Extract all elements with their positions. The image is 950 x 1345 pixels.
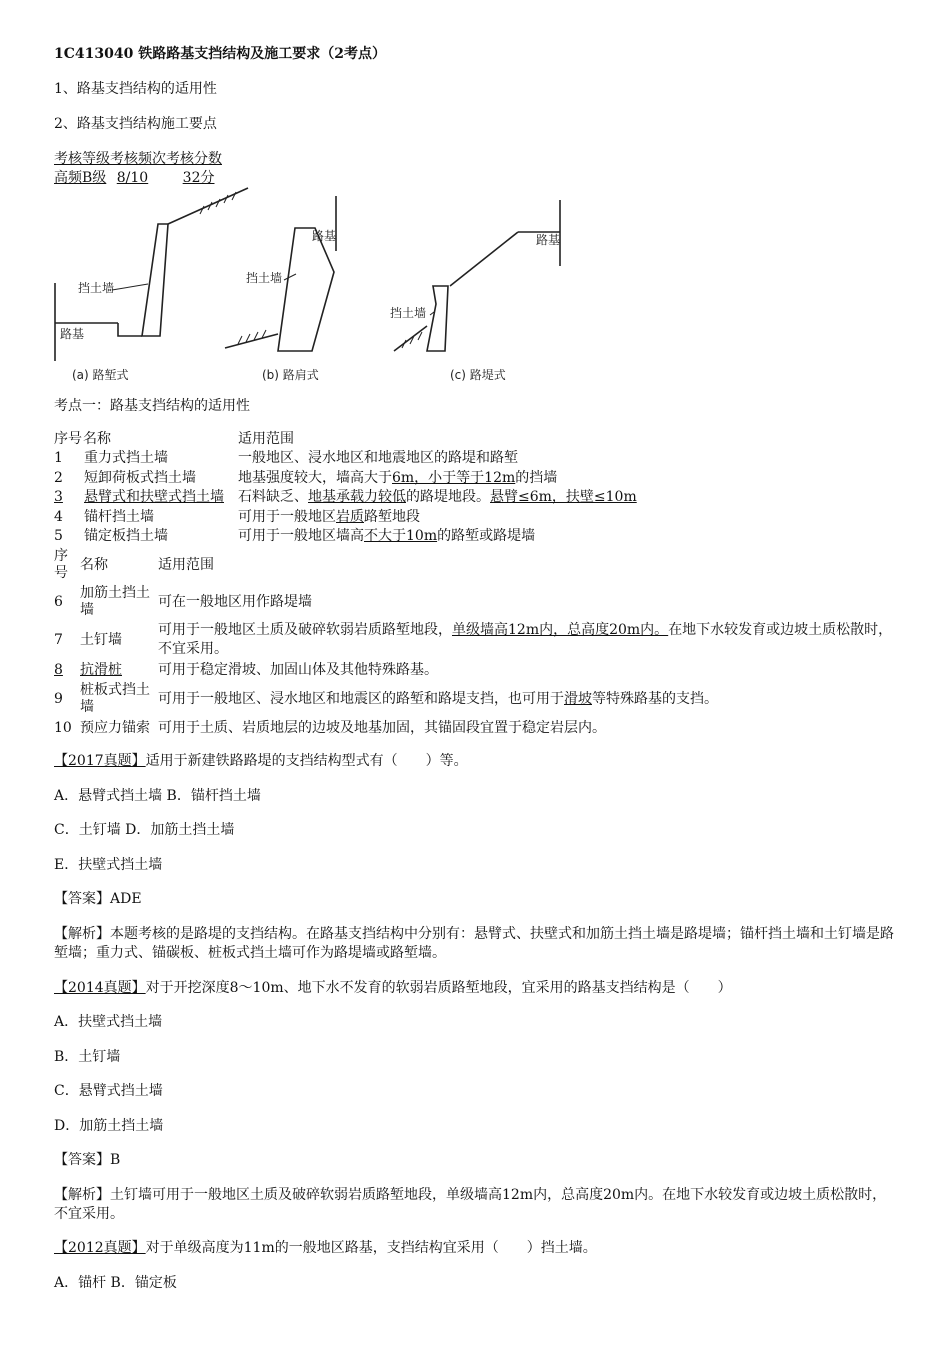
- wall-label: 挡土墙: [246, 271, 283, 285]
- option: A．悬臂式挡土墙 B．锚杆挡土墙: [54, 788, 261, 804]
- page-title: 1C413040 铁路路基支挡结构及施工要求（2考点）: [54, 46, 386, 62]
- road-label: 路基: [312, 229, 337, 243]
- table-row: 4 锚杆挡土墙 可用于一般地区岩质路堑地段: [54, 509, 420, 525]
- table-row: 9 桩板式挡土墙 可用于一般地区、浸水地区和地震区的路堑和路堤支挡，也可用于滑坡等特殊路基的支挡。: [54, 682, 718, 715]
- table-row: 7 土钉墙 可用于一般地区土质及破碎软弱岩质路堑地段，单级墙高12m内，总高度20m内。在地下水较发育或边坡土质松散时，不宜采用。: [54, 622, 893, 657]
- table-row: 5 锚定板挡土墙 可用于一般地区墙高不大于10m的路堑或路堤墙: [54, 528, 536, 544]
- option: C．悬臂式挡土墙: [54, 1083, 163, 1099]
- road-label: 路基: [536, 233, 561, 247]
- option: A．锚杆 B．锚定板: [54, 1275, 177, 1291]
- analysis: 【解析】本题考核的是路堤的支挡结构。在路基支挡结构中分别有：悬臂式、扶壁式和加筋土挡土墙是路堤墙；锚杆挡土墙和土钉墙是路堑墙；重力式、锚碳板、桩板式挡土墙可作为路堤墙或路堑墙。: [54, 926, 894, 961]
- exam-level: 高频B级: [54, 170, 107, 186]
- wall-label: 挡土墙: [390, 306, 427, 320]
- table-row: 8 抗滑桩 可用于稳定滑坡、加固山体及其他特殊路基。: [54, 661, 438, 678]
- figure-caption: (b) 路肩式: [262, 368, 319, 382]
- answer: 【答案】B: [54, 1152, 121, 1168]
- table-row: 2 短卸荷板式挡土墙 地基强度较大，墙高大于6m，小于等于12m的挡墙: [54, 470, 558, 486]
- question-2017: 【2017真题】适用于新建铁路路堤的支挡结构型式有（ ）等。: [54, 753, 468, 769]
- outline-item: 1、路基支挡结构的适用性: [54, 81, 217, 97]
- option: E．扶壁式挡土墙: [54, 857, 163, 873]
- table-row: 10 预应力锚索 可用于土质、岩质地层的边坡及地基加固，其锚固段宜置于稳定岩层内。: [54, 719, 606, 736]
- exam-score: 32分: [182, 170, 215, 186]
- question-2012: 【2012真题】对于单级高度为11m的一般地区路基，支挡结构宜采用（ ）挡土墙。: [54, 1240, 597, 1256]
- table-header: 序号 名称 适用范围: [54, 431, 294, 447]
- exam-info-header: 考核等级考核频次考核分数: [54, 151, 222, 167]
- figure-caption: (c) 路堤式: [450, 368, 506, 382]
- road-label: 路基: [60, 327, 85, 341]
- figure-c-embankment: [394, 200, 560, 351]
- retaining-wall-figure: [50, 186, 580, 386]
- option: D．加筋土挡土墙: [54, 1118, 164, 1134]
- answer: 【答案】ADE: [54, 891, 142, 907]
- table-header: 序号 名称 适用范围: [54, 548, 214, 581]
- option: A．扶壁式挡土墙: [54, 1014, 163, 1030]
- table-row: 1 重力式挡土墙 一般地区、浸水地区和地震地区的路堤和路堑: [54, 450, 518, 466]
- table-row: 6 加筋土挡土墙 可在一般地区用作路堤墙: [54, 585, 312, 618]
- exam-freq: 8/10: [116, 170, 149, 186]
- question-2014: 【2014真题】对于开挖深度8～10m、地下水不发育的软弱岩质路堑地段，宜采用的路基支挡结构是（ ）: [54, 980, 732, 996]
- analysis: 【解析】土钉墙可用于一般地区土质及破碎软弱岩质路堑地段，单级墙高12m内，总高度20m内。在地下水较发育或边坡土质松散时，不宜采用。: [54, 1187, 887, 1222]
- outline-item: 2、路基支挡结构施工要点: [54, 116, 217, 132]
- option: B．土钉墙: [54, 1049, 121, 1065]
- table-row: 3 悬臂式和扶壁式挡土墙 石料缺乏、地基承载力较低的路堤地段。悬臂≤6m，扶壁≤10m: [54, 489, 637, 505]
- suitability-table-2: [54, 546, 899, 738]
- figure-caption: (a) 路堑式: [72, 368, 129, 382]
- section-heading: 考点一：路基支挡结构的适用性: [54, 398, 250, 414]
- option: C．土钉墙 D．加筋土挡土墙: [54, 822, 235, 838]
- wall-label: 挡土墙: [78, 281, 115, 295]
